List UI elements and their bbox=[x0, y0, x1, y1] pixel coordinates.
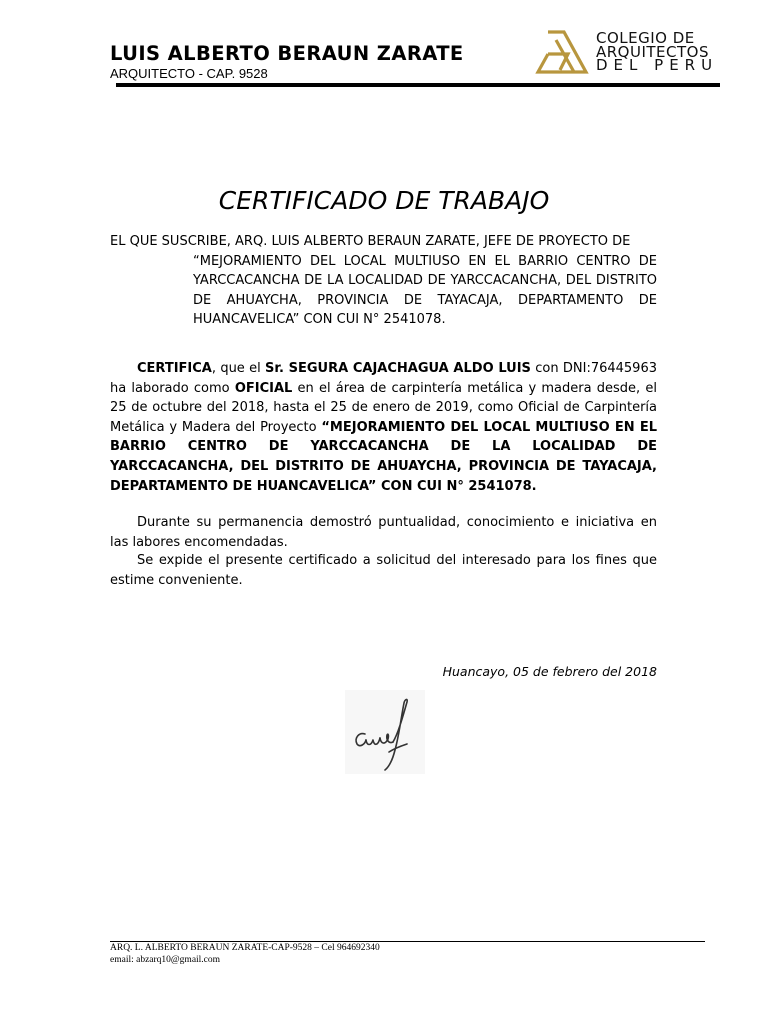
expide-paragraph bbox=[110, 551, 657, 590]
certifica-text-3: en el área de carpintería metálica y madera desde, el 25 de octubre del 2018, hasta el 25 de enero de 2019, como Oficial de Carpintería Metálica y Madera del Proyecto bbox=[110, 380, 658, 435]
handwritten-signature-icon bbox=[345, 690, 425, 774]
architect-name: LUIS ALBERTO BERAUN ZARATE bbox=[110, 42, 464, 65]
issue-date: Huancayo, 05 de febrero del 2018 bbox=[442, 664, 657, 679]
worker-role: OFICIAL bbox=[234, 380, 293, 396]
footer-email: email: abzarq10@gmail.com bbox=[110, 955, 221, 965]
footer-contact: ARQ. L. ALBERTO BERAUN ZARATE-CAP-9528 – Cel 964692340 bbox=[110, 943, 380, 953]
footer-rule bbox=[110, 941, 705, 942]
logo-line-2: ARQUITECTOS bbox=[596, 42, 709, 61]
certifica-paragraph bbox=[110, 359, 657, 496]
logo-text bbox=[596, 29, 719, 74]
architect-subtitle: ARQUITECTO - CAP. 9528 bbox=[110, 66, 268, 81]
document-title: CERTIFICADO DE TRABAJO bbox=[218, 186, 550, 215]
logo-line-1: COLEGIO DE bbox=[596, 29, 695, 47]
logo-line-3: DEL PERU bbox=[596, 56, 719, 74]
signature-image bbox=[345, 690, 425, 774]
intro-first-line: EL QUE SUSCRIBE, ARQ. LUIS ALBERTO BERAUN ZARATE, JEFE DE PROYECTO DE bbox=[110, 234, 631, 249]
certifica-text-2: con DNI:76445963 ha laborado como bbox=[110, 361, 657, 396]
permanencia-text: Durante su permanencia demostró puntualidad, conocimiento e iniciativa en las labores encomendadas. bbox=[110, 515, 657, 550]
logo-emblem-icon bbox=[534, 26, 596, 84]
certifica-text-1: , que el bbox=[211, 361, 266, 376]
intro-rest: “MEJORAMIENTO DEL LOCAL MULTIUSO EN EL BARRIO CENTRO DE YARCCACANCHA DE LA LOCALIDAD DE YARCCACANCHA, DEL DISTRITO DE AHUAYCHA, PROVINCIA DE TAYACAJA, DEPARTAMENTO DE HUANCAVELICA” CON CUI N° 2541078. bbox=[193, 253, 657, 328]
colegio-arquitectos-logo bbox=[534, 26, 768, 84]
permanencia-paragraph bbox=[110, 513, 657, 552]
certifica-word: CERTIFICA bbox=[137, 361, 212, 376]
expide-text: Se expide el presente certificado a solicitud del interesado para los fines que estime conveniente. bbox=[110, 553, 657, 588]
worker-name: Sr. SEGURA CAJACHAGUA ALDO LUIS bbox=[265, 361, 531, 376]
project-name: “MEJORAMIENTO DEL LOCAL MULTIUSO EN EL BARRIO CENTRO DE YARCCACANCHA DE LA LOCALIDAD DE YARCCACANCHA, DEL DISTRITO DE AHUAYCHA, PROVINCIA DE TAYACAJA, DEPARTAMENTO DE HUANCAVELICA” CON CUI N° 2541078. bbox=[110, 419, 657, 494]
